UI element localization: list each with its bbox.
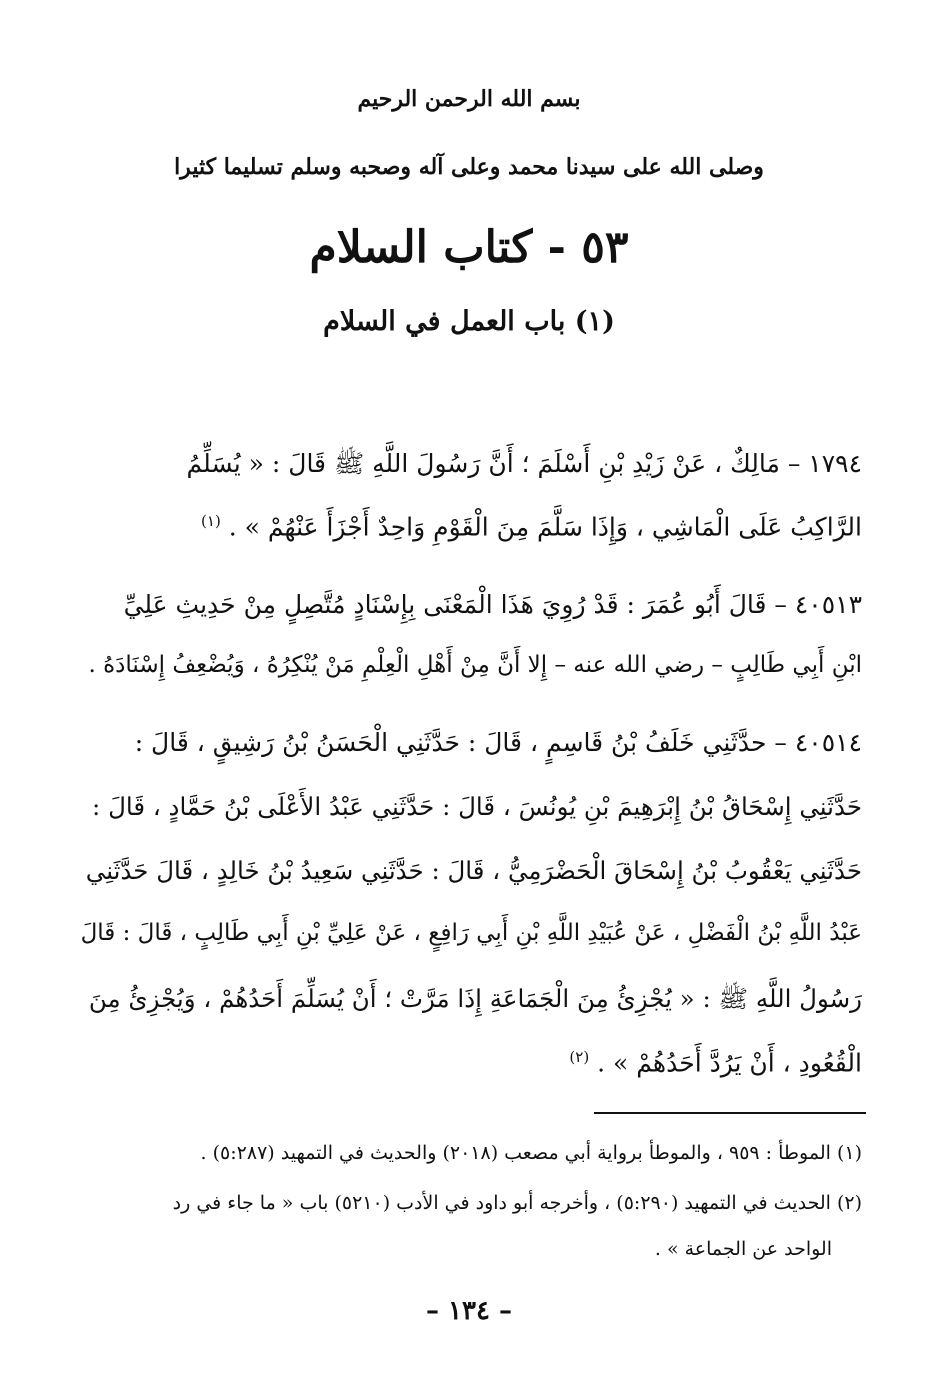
- hadith-1794-line-1: ١٧٩٤ – مَالِكٌ ، عَنْ زَيْدِ بْنِ أَسْلَمَ ؛ أَنَّ رَسُولَ اللَّهِ ﷺ قَالَ : « يُسَلِّمُ: [186, 449, 862, 478]
- paragraph-40513-line-2: ابْنِ أَبِي طَالِبٍ – رضي الله عنه – إِلا أَنَّ مِنْ أَهْلِ الْعِلْمِ مَنْ يُنْكِرُهُ ، وَيُضْعِفُ إِسْنَادَهُ .: [88, 652, 862, 678]
- footnote-ref-1: (١): [201, 512, 221, 530]
- paragraph-40514-line-1: ٤٠٥١٤ – حدَّثَنِي خَلَفُ بْنُ قَاسِمٍ ، قَالَ : حَدَّثَنِي الْحَسَنُ بْنُ رَشِيقٍ ، قَالَ :: [134, 728, 862, 757]
- paragraph-40514-line-5: رَسُولُ اللَّهِ ﷺ : « يُجْزِئُ مِنَ الْجَمَاعَةِ إِذَا مَرَّتْ ؛ أَنْ يُسَلِّمَ أَحَدُهُمْ ، وَيُجْزِئُ مِنَ: [88, 984, 862, 1013]
- footnote-1: (١) الموطأ : ٩٥٩ ، والموطأ برواية أبي مصعب (٢٠١٨) والحديث في التمهيد (٥:٢٨٧) .: [200, 1142, 862, 1164]
- footnote-divider: [594, 1112, 866, 1114]
- paragraph-40513-line-1: ٤٠٥١٣ – قَالَ أَبُو عُمَرَ : قَدْ رُوِيَ هَذَا الْمَعْنَى بِإِسْنَادٍ مُتَّصِلٍ مِنْ حَدِيثِ عَلِيِّ: [123, 590, 862, 619]
- salawat-heading: وصلى الله على سيدنا محمد وعلى آله وصحبه وسلم تسليما كثيرا: [174, 154, 764, 180]
- hadith-1794-line-2-text: الرَّاكِبُ عَلَى الْمَاشِي ، وَإِذَا سَلَّمَ مِنَ الْقَوْمِ وَاحِدٌ أَجْزَأَ عَنْهُمْ » .: [228, 512, 862, 542]
- paragraph-40514-line-2: حَدَّثَنِي إِسْحَاقُ بْنُ إِبْرَهِيمَ بْنِ يُونُسَ ، قَالَ : حَدَّثَنِي عَبْدُ الأَعْلَى بْنُ حَمَّادٍ ، قَالَ :: [92, 792, 862, 821]
- book-title: ٥٣ - كتاب السلام: [309, 222, 629, 273]
- basmala-heading: بسم الله الرحمن الرحيم: [357, 86, 581, 112]
- footnote-2-line-1: (٢) الحديث في التمهيد (٥:٢٩٠) ، وأخرجه أبو داود في الأدب (٥٢١٠) باب « ما جاء في رد: [172, 1192, 862, 1214]
- paragraph-40514-line-6-text: الْقُعُودِ ، أَنْ يَرُدَّ أَحَدُهُمْ » .: [597, 1048, 862, 1078]
- chapter-title: (١) باب العمل في السلام: [323, 306, 615, 337]
- hadith-1794: [82, 448, 862, 558]
- footnote-ref-2: (٢): [569, 1048, 590, 1066]
- page-number: – ١٣٤ –: [425, 1296, 513, 1326]
- hadith-1794-line-2: [82, 512, 862, 541]
- paragraph-40514: [82, 728, 862, 1098]
- paragraph-40514-line-3: حَدَّثَنِي يَعْقُوبُ بْنُ إِسْحَاقَ الْحَضْرَمِيُّ ، قَالَ : حَدَّثَنِي سَعِيدُ بْنُ خَالِدٍ ، قَالَ حَدَّثَنِي: [85, 856, 862, 885]
- paragraph-40514-line-4: عَبْدُ اللَّهِ بْنُ الْفَضْلِ ، عَنْ عُبَيْدِ اللَّهِ بْنِ أَبِي رَافِعٍ ، عَنْ عَلِيِّ بْنِ أَبِي طَالِبٍ ، قَالَ : قَالَ: [80, 920, 862, 946]
- paragraph-40514-line-6: [82, 1048, 862, 1077]
- footnote-2-line-2: الواحد عن الجماعة » .: [654, 1238, 832, 1260]
- paragraph-40513: [82, 590, 862, 700]
